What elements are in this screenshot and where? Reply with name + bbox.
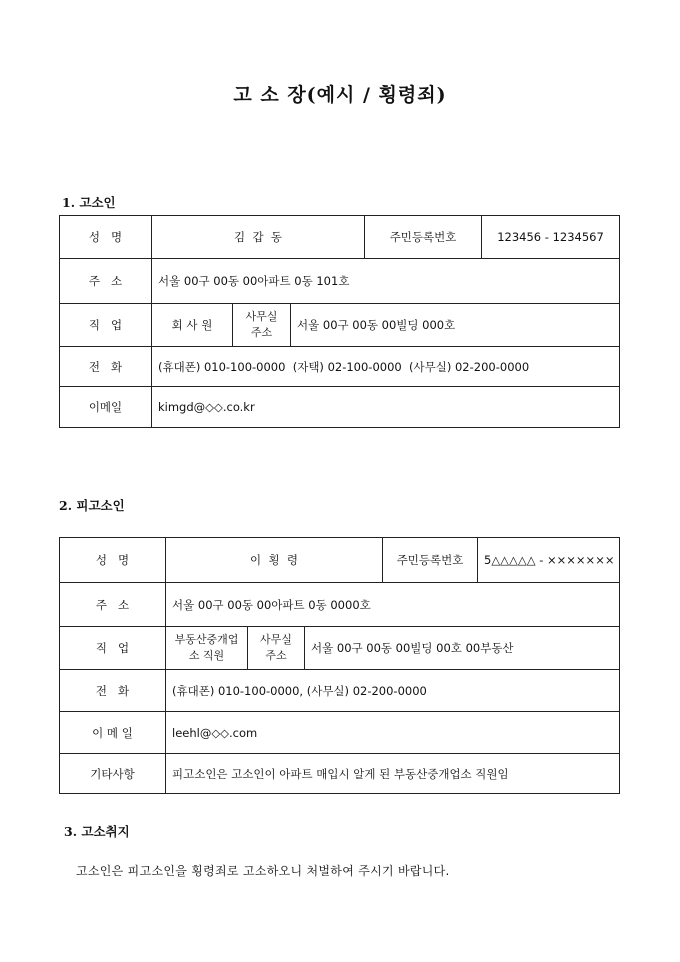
accused-address-label: 주 소 <box>60 583 166 627</box>
name-label: 성 명 <box>60 216 152 259</box>
complainant-address-row <box>60 259 620 304</box>
address-label: 주 소 <box>60 259 152 304</box>
complainant-email-row <box>60 387 620 428</box>
accused-email: leehl@◇◇.com <box>166 712 620 754</box>
accused-notes-row <box>60 754 620 794</box>
complainant-email: kimgd@◇◇.co.kr <box>152 387 620 428</box>
accused-address-row <box>60 583 620 627</box>
complainant-table <box>59 215 620 428</box>
accused-notes: 피고소인은 고소인이 아파트 매입시 알게 된 부동산중개업소 직원임 <box>166 754 620 794</box>
office-address-label: 사무실 주소 <box>233 304 291 347</box>
accused-heading: 2. 피고소인 <box>59 498 125 513</box>
complainant-job: 회 사 원 <box>152 304 233 347</box>
phone-label: 전 화 <box>60 347 152 387</box>
accused-name: 이 횡 령 <box>166 538 383 583</box>
complainant-phone-row <box>60 347 620 387</box>
accused-id-number-label: 주민등록번호 <box>383 538 478 583</box>
id-number-label: 주민등록번호 <box>365 216 482 259</box>
complainant-address: 서울 00구 00동 00아파트 0동 101호 <box>152 259 620 304</box>
accused-id-number: 5△△△△△ - ××××××× <box>478 538 620 583</box>
accused-phone-label: 전 화 <box>60 670 166 712</box>
accused-job-label: 직 업 <box>60 627 166 670</box>
accused-phone-row <box>60 670 620 712</box>
complainant-name: 김 갑 동 <box>152 216 365 259</box>
complaint-purpose-text: 고소인은 피고소인을 횡령죄로 고소하오니 처벌하여 주시기 바랍니다. <box>76 864 450 878</box>
complainant-id-number: 123456 - 1234567 <box>482 216 620 259</box>
accused-table <box>59 537 620 794</box>
accused-name-label: 성 명 <box>60 538 166 583</box>
accused-job: 부동산중개업 소 직원 <box>166 627 248 670</box>
purpose-heading: 3. 고소취지 <box>64 824 130 839</box>
complainant-phone: (휴대폰) 010-100-0000 (자택) 02-100-0000 (사무실) 02-200-0000 <box>152 347 620 387</box>
email-label: 이메일 <box>60 387 152 428</box>
document-title: 고 소 장(예시 / 횡령죄) <box>233 84 447 106</box>
accused-phone: (휴대폰) 010-100-0000, (사무실) 02-200-0000 <box>166 670 620 712</box>
accused-email-row <box>60 712 620 754</box>
complainant-heading: 1. 고소인 <box>62 195 116 210</box>
accused-office-address-label: 사무실 주소 <box>248 627 305 670</box>
accused-office-address: 서울 00구 00동 00빌딩 00호 00부동산 <box>305 627 620 670</box>
accused-name-row <box>60 538 620 583</box>
complainant-office-address: 서울 00구 00동 00빌딩 000호 <box>291 304 620 347</box>
accused-email-label: 이 메 일 <box>60 712 166 754</box>
complainant-name-row <box>60 216 620 259</box>
complainant-job-row <box>60 304 620 347</box>
accused-notes-label: 기타사항 <box>60 754 166 794</box>
job-label: 직 업 <box>60 304 152 347</box>
accused-job-row <box>60 627 620 670</box>
accused-address: 서울 00구 00동 00아파트 0동 0000호 <box>166 583 620 627</box>
